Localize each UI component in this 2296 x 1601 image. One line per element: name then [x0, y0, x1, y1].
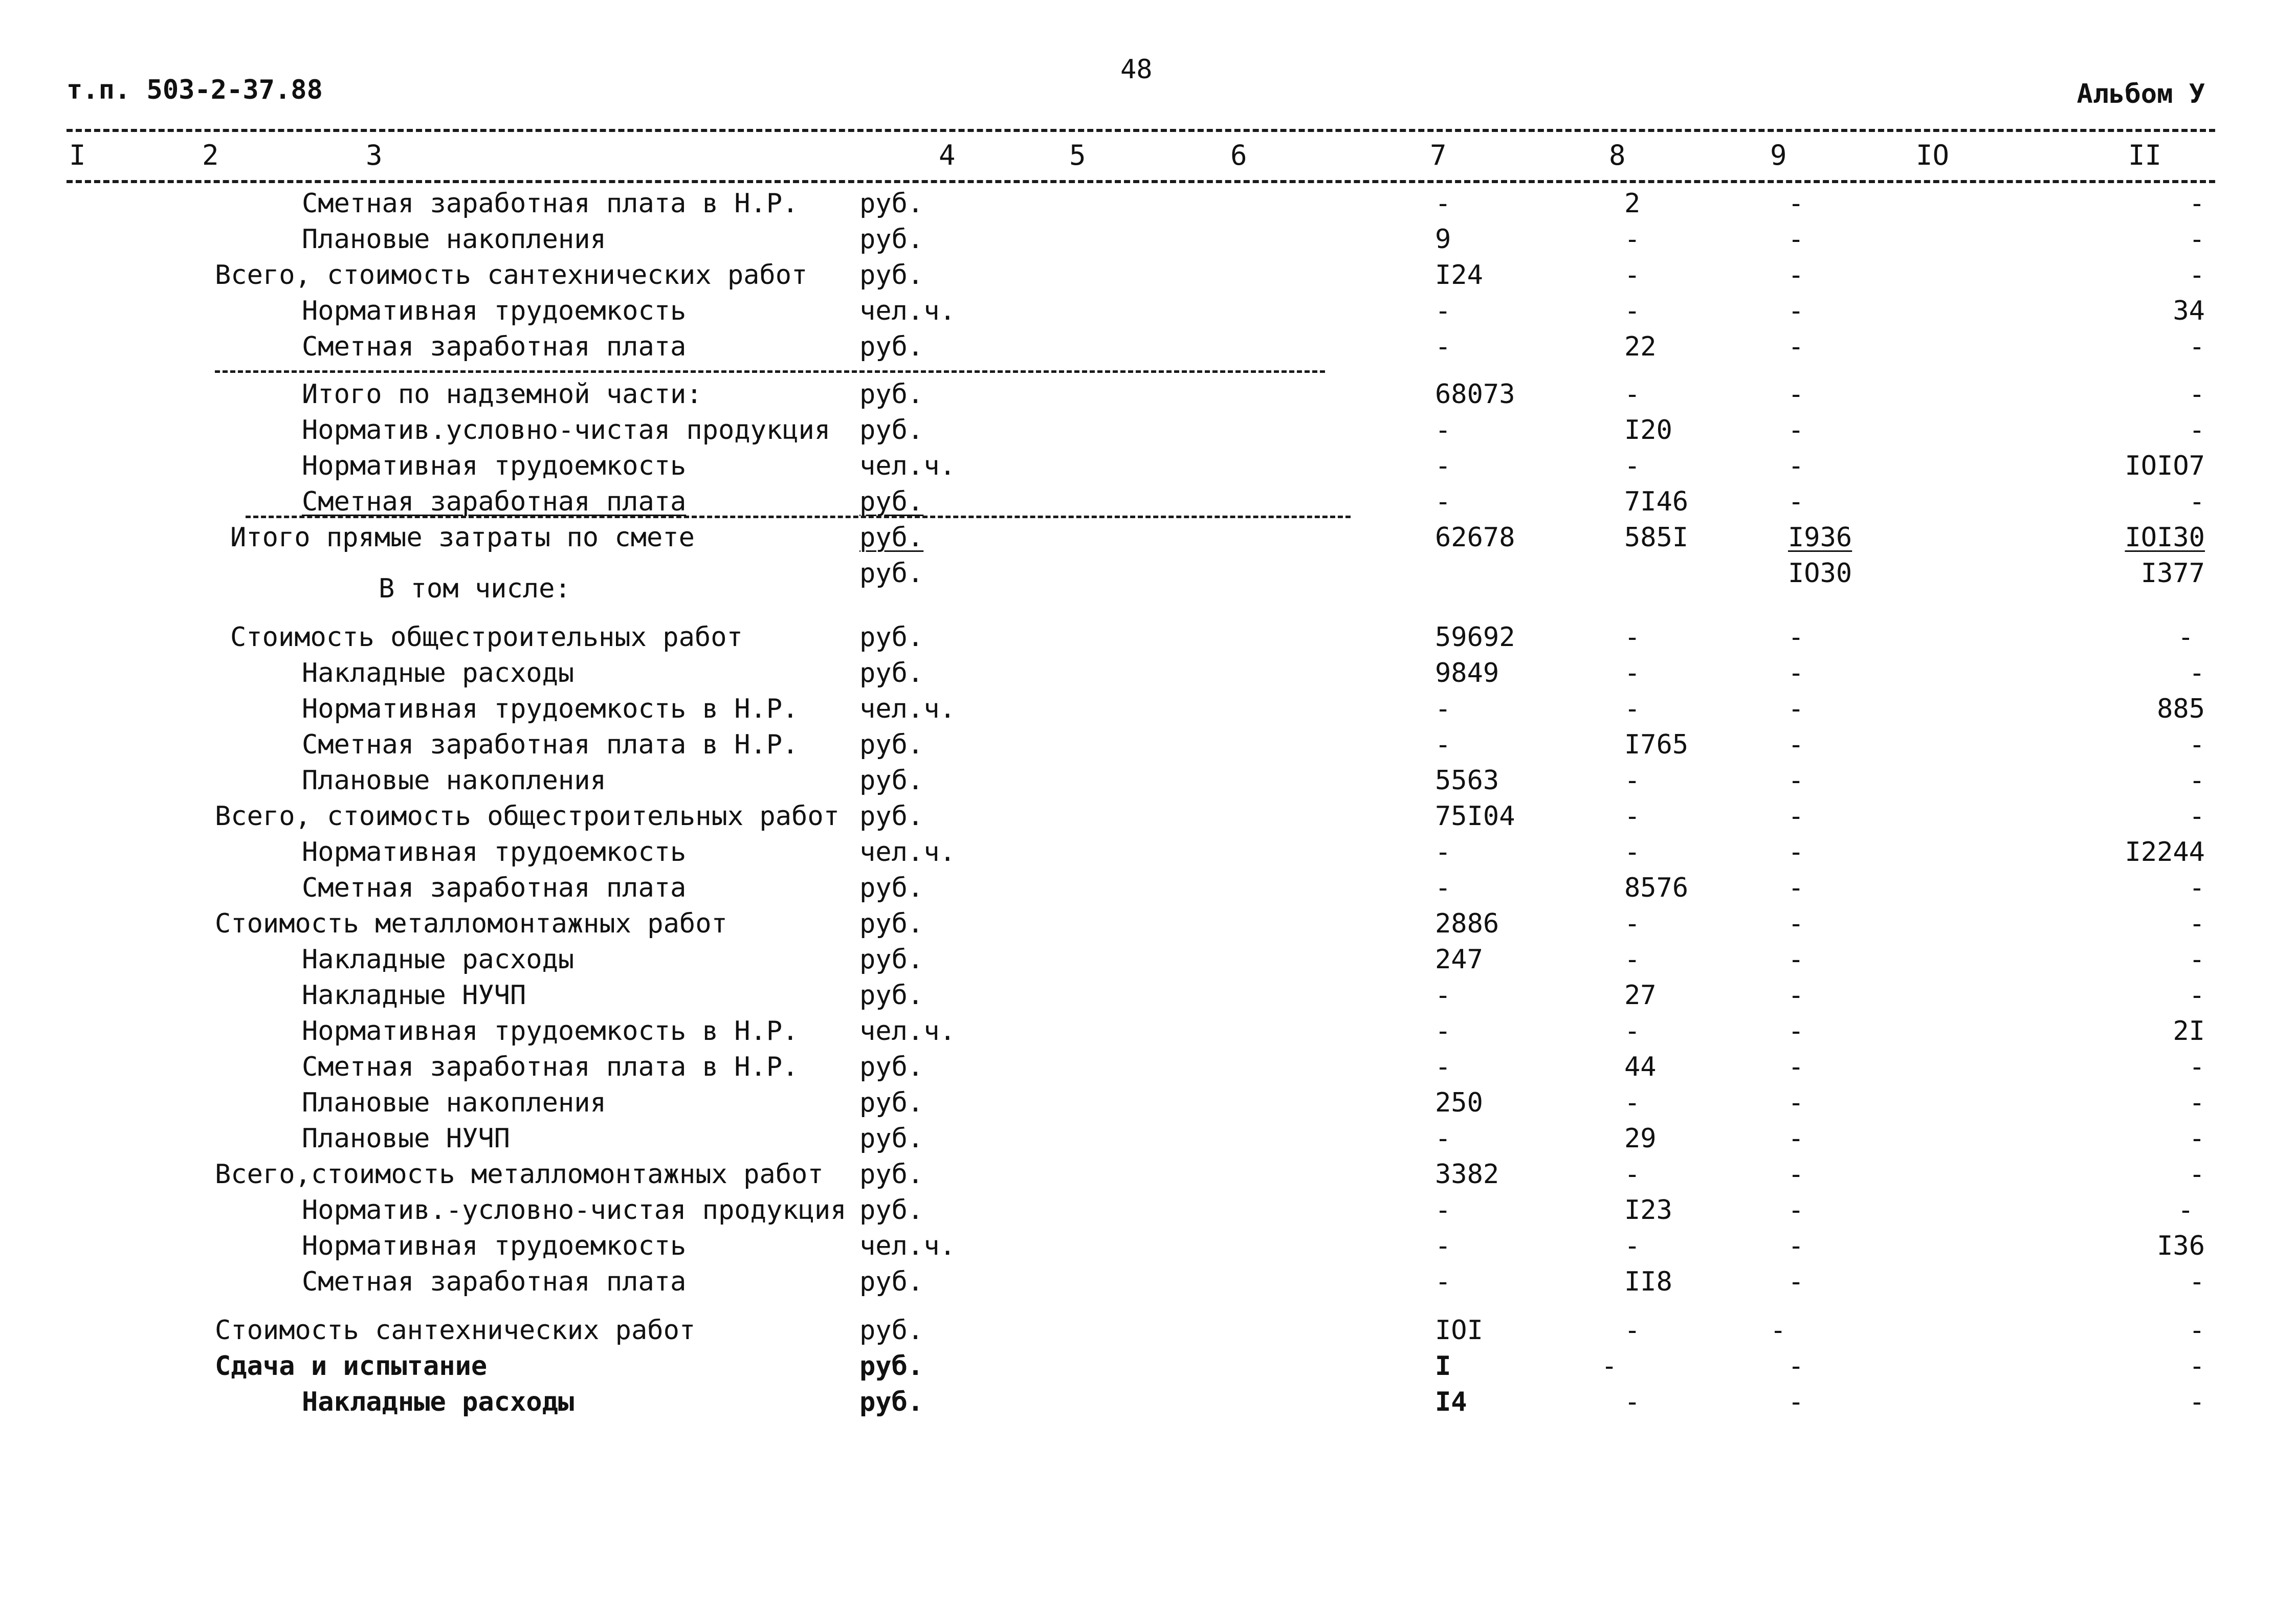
row-label: Всего, стоимость сантехнических работ — [215, 260, 808, 291]
cell-col9: - — [1788, 622, 1804, 653]
table-row — [0, 1089, 2296, 1125]
row-unit: руб. — [859, 801, 924, 832]
column-number: II — [2128, 139, 2162, 171]
row-label: Всего,стоимость металломонтажных работ — [215, 1159, 824, 1190]
row-label: В том числе: — [379, 573, 571, 604]
row-unit: чел.ч. — [859, 296, 956, 326]
page-number: 48 — [1120, 54, 1153, 85]
cell-col8: I23 — [1624, 1195, 1672, 1226]
column-number: 7 — [1430, 139, 1447, 171]
table-row — [0, 803, 2296, 839]
table-row — [0, 1266, 2296, 1304]
cell-col11: - — [2189, 801, 2205, 832]
cell-col11: I36 — [2157, 1231, 2205, 1261]
cell-col9: - — [1788, 1052, 1804, 1082]
cell-col8: - — [1624, 694, 1641, 724]
table-row — [0, 1353, 2296, 1389]
cell-col11: - — [2189, 188, 2205, 219]
cell-col8: 27 — [1624, 980, 1657, 1011]
cell-col7: - — [1435, 1231, 1451, 1261]
cell-col9: - — [1788, 837, 1804, 868]
cell-col8: - — [1624, 1231, 1641, 1261]
cell-col9: - — [1788, 908, 1804, 939]
cell-col8: 585I — [1624, 522, 1689, 553]
row-unit: руб. — [859, 558, 924, 589]
row-unit: чел.ч. — [859, 1231, 956, 1261]
table-row — [0, 875, 2296, 910]
cell-col9: - — [1788, 980, 1804, 1011]
table-row — [0, 560, 2296, 606]
cell-col7: 2886 — [1435, 908, 1499, 939]
row-label: Сметная заработная плата — [302, 1266, 687, 1297]
cell-col7: 68073 — [1435, 379, 1515, 410]
cell-col9: IO30 — [1788, 558, 1852, 589]
cell-col9: - — [1788, 658, 1804, 688]
row-label: Сметная заработная плата — [302, 486, 687, 517]
row-unit: руб. — [859, 729, 924, 760]
table-row — [0, 524, 2296, 560]
cell-col9: - — [1788, 379, 1804, 410]
cell-col7: - — [1435, 729, 1451, 760]
cell-col9: - — [1770, 1315, 1786, 1346]
cell-col8: I765 — [1624, 729, 1689, 760]
row-label: Сметная заработная плата в Н.Р. — [302, 188, 799, 219]
cell-col11: - — [2189, 1387, 2205, 1417]
row-label: Плановые накопления — [302, 224, 606, 255]
cell-col11: - — [2189, 1266, 2205, 1297]
table-row — [0, 910, 2296, 946]
row-label: Нормативная трудоемкость — [302, 837, 687, 868]
cell-col8: - — [1624, 658, 1641, 688]
cell-col8: 44 — [1624, 1052, 1657, 1082]
table-row — [0, 1161, 2296, 1197]
document-code: т.п. 503-2-37.88 — [67, 75, 323, 105]
row-unit: руб. — [859, 1123, 924, 1154]
cell-col11: - — [2189, 658, 2205, 688]
cell-col11: - — [2189, 1315, 2205, 1346]
cell-col7: 62678 — [1435, 522, 1515, 553]
cell-col9: - — [1788, 1195, 1804, 1226]
cell-col9: - — [1788, 188, 1804, 219]
cell-col8: 2 — [1624, 188, 1641, 219]
column-number: 5 — [1069, 139, 1086, 171]
row-label: Сметная заработная плата — [302, 873, 687, 903]
cell-col7: I4 — [1435, 1387, 1467, 1417]
table-row — [0, 624, 2296, 660]
table-row — [0, 1018, 2296, 1054]
row-unit: руб. — [859, 944, 924, 975]
cell-col9: - — [1788, 1159, 1804, 1190]
cell-col8: - — [1624, 296, 1641, 326]
cell-col11: - — [2189, 379, 2205, 410]
cell-col11: - — [2189, 873, 2205, 903]
row-unit: руб. — [859, 224, 924, 255]
table-row — [0, 333, 2296, 369]
cell-col8: 7I46 — [1624, 486, 1689, 517]
cell-col9: - — [1788, 801, 1804, 832]
cell-col7: - — [1435, 451, 1451, 481]
row-unit: руб. — [859, 522, 924, 553]
row-unit: руб. — [859, 908, 924, 939]
row-label: Итого прямые затраты по смете — [230, 522, 695, 553]
cell-col11: - — [2189, 908, 2205, 939]
table-row — [0, 488, 2296, 524]
cell-col7: - — [1435, 1195, 1451, 1226]
cell-col11: - — [2189, 224, 2205, 255]
cell-col8: - — [1624, 622, 1641, 653]
cell-col7: IOI — [1435, 1315, 1483, 1346]
table-row — [0, 696, 2296, 731]
cell-col9: - — [1788, 729, 1804, 760]
cell-col8: - — [1624, 1016, 1641, 1047]
row-label: Накладные расходы — [302, 1387, 575, 1417]
cell-col7: - — [1435, 694, 1451, 724]
row-unit: руб. — [859, 1087, 924, 1118]
cell-col9: - — [1788, 1351, 1804, 1382]
cell-col11: - — [2189, 980, 2205, 1011]
row-label: Сдача и испытание — [215, 1351, 488, 1382]
cell-col7: - — [1435, 1052, 1451, 1082]
table-row — [0, 1317, 2296, 1353]
cell-col7: I24 — [1435, 260, 1483, 291]
cell-col11: I377 — [2140, 558, 2205, 589]
cell-col8: - — [1624, 1387, 1641, 1417]
row-unit: руб. — [859, 1387, 924, 1417]
cell-col9: - — [1788, 765, 1804, 796]
row-label: Нормативная трудоемкость — [302, 1231, 687, 1261]
table-row — [0, 767, 2296, 803]
cell-col11: - — [2189, 415, 2205, 446]
row-label: Всего, стоимость общестроительных работ — [215, 801, 840, 832]
cell-col7: 247 — [1435, 944, 1483, 975]
album-label: Альбом У — [2077, 79, 2205, 109]
row-unit: руб. — [859, 622, 924, 653]
cell-col11: - — [2189, 944, 2205, 975]
table-row — [0, 226, 2296, 262]
cell-col11: - — [2189, 729, 2205, 760]
row-unit: руб. — [859, 1351, 924, 1382]
row-label: Нормативная трудоемкость в Н.Р. — [302, 1016, 799, 1047]
table-row — [0, 1054, 2296, 1089]
row-label: Накладные расходы — [302, 658, 575, 688]
cell-col11: - — [2189, 486, 2205, 517]
cell-col11: 2I — [2173, 1016, 2205, 1047]
cell-col8: - — [1624, 260, 1641, 291]
cell-col7: - — [1435, 331, 1451, 362]
cell-col9: - — [1788, 1231, 1804, 1261]
row-unit: чел.ч. — [859, 1016, 956, 1047]
row-label: Сметная заработная плата в Н.Р. — [302, 729, 799, 760]
cell-col11: - — [2189, 1159, 2205, 1190]
row-unit: чел.ч. — [859, 451, 956, 481]
cell-col7: 59692 — [1435, 622, 1515, 653]
row-label: Нормативная трудоемкость — [302, 451, 687, 481]
cell-col9: - — [1788, 944, 1804, 975]
row-label: Сметная заработная плата — [302, 331, 687, 362]
cell-col9: - — [1788, 873, 1804, 903]
cell-col11: - — [2189, 1123, 2205, 1154]
cell-col7: - — [1435, 1266, 1451, 1297]
cell-col8: - — [1624, 451, 1641, 481]
cell-col9: - — [1788, 486, 1804, 517]
cell-col7: 5563 — [1435, 765, 1499, 796]
row-unit: чел.ч. — [859, 694, 956, 724]
row-unit: руб. — [859, 1195, 924, 1226]
cell-col9: - — [1788, 1087, 1804, 1118]
table-row — [0, 660, 2296, 696]
column-number: 3 — [366, 139, 383, 171]
cell-col7: - — [1435, 486, 1451, 517]
cell-col7: - — [1435, 873, 1451, 903]
table-row — [0, 190, 2296, 226]
row-label: Норматив.условно-чистая продукция — [302, 415, 831, 446]
row-unit: руб. — [859, 1052, 924, 1082]
cell-col9: - — [1788, 224, 1804, 255]
row-label: Плановые НУЧП — [302, 1123, 510, 1154]
cell-col7: 75I04 — [1435, 801, 1515, 832]
cell-col7: - — [1435, 1016, 1451, 1047]
table-row — [0, 453, 2296, 488]
row-unit: руб. — [859, 1315, 924, 1346]
cell-col8: - — [1624, 1159, 1641, 1190]
cell-col8: - — [1624, 1315, 1641, 1346]
cell-col7: - — [1435, 980, 1451, 1011]
cell-col8: - — [1624, 944, 1641, 975]
cell-col9: - — [1788, 451, 1804, 481]
cell-col9: I936 — [1788, 522, 1852, 553]
cell-col7: - — [1435, 1123, 1451, 1154]
cell-col8: I20 — [1624, 415, 1672, 446]
cell-col11: I2244 — [2125, 837, 2205, 868]
cell-col7: - — [1435, 188, 1451, 219]
cell-col9: - — [1788, 415, 1804, 446]
cell-col11: - — [2189, 1052, 2205, 1082]
row-unit: руб. — [859, 1266, 924, 1297]
cell-col7: - — [1435, 415, 1451, 446]
table-row — [0, 1233, 2296, 1269]
row-unit: руб. — [859, 1159, 924, 1190]
row-label: Сметная заработная плата в Н.Р. — [302, 1052, 799, 1082]
cell-col7: 3382 — [1435, 1159, 1499, 1190]
cell-col7: 9 — [1435, 224, 1451, 255]
cell-col9: - — [1788, 1266, 1804, 1297]
table-row — [0, 381, 2296, 417]
cell-col7: 250 — [1435, 1087, 1483, 1118]
row-unit: руб. — [859, 188, 924, 219]
row-unit: руб. — [859, 980, 924, 1011]
row-label: Норматив.-условно-чистая продукция — [302, 1195, 847, 1226]
cell-col7: - — [1435, 837, 1451, 868]
cell-col11: - — [2189, 1351, 2205, 1382]
cell-col8: 22 — [1624, 331, 1657, 362]
row-unit: руб. — [859, 873, 924, 903]
cell-col11: 885 — [2157, 694, 2205, 724]
cell-col8: 8576 — [1624, 873, 1689, 903]
column-number: I — [69, 139, 86, 171]
cell-col7: - — [1435, 296, 1451, 326]
row-label: Стоимость металломонтажных работ — [215, 908, 727, 939]
row-unit: руб. — [859, 260, 924, 291]
table-row — [0, 1389, 2296, 1425]
table-row — [0, 1125, 2296, 1161]
cell-col9: - — [1788, 260, 1804, 291]
column-number: 6 — [1230, 139, 1247, 171]
row-label: Стоимость общестроительных работ — [230, 622, 743, 653]
table-row — [0, 946, 2296, 982]
cell-col9: - — [1788, 694, 1804, 724]
cell-col11: - — [2189, 1087, 2205, 1118]
cell-col11: - — [2189, 260, 2205, 291]
row-label: Плановые накопления — [302, 765, 606, 796]
row-unit: руб. — [859, 486, 924, 517]
cell-col8: - — [1624, 908, 1641, 939]
row-label: Плановые накопления — [302, 1087, 606, 1118]
cell-col11: - — [2189, 765, 2205, 796]
cell-col8: - — [1624, 801, 1641, 832]
cell-col8: - — [1624, 224, 1641, 255]
header-rule-top — [67, 129, 2215, 132]
cell-col9: - — [1788, 296, 1804, 326]
cell-col9: - — [1788, 1123, 1804, 1154]
cell-col9: - — [1788, 1016, 1804, 1047]
table-row — [0, 417, 2296, 453]
section-separator — [215, 370, 1325, 373]
cell-col11: - — [2189, 331, 2205, 362]
table-row — [0, 839, 2296, 875]
table-row — [0, 298, 2296, 333]
row-unit: чел.ч. — [859, 837, 956, 868]
cell-col11: - — [2177, 622, 2194, 653]
cell-col8: - — [1624, 765, 1641, 796]
cell-col8: - — [1624, 1087, 1641, 1118]
cell-col8: - — [1601, 1351, 1618, 1382]
table-row — [0, 982, 2296, 1018]
cell-col9: - — [1788, 331, 1804, 362]
column-number: 9 — [1770, 139, 1787, 171]
row-label: Накладные расходы — [302, 944, 575, 975]
cell-col9: - — [1788, 1387, 1804, 1417]
column-number: IO — [1916, 139, 1950, 171]
column-number: 4 — [939, 139, 956, 171]
cell-col8: - — [1624, 379, 1641, 410]
column-number: 2 — [202, 139, 219, 171]
row-label: Стоимость сантехнических работ — [215, 1315, 696, 1346]
cell-col8: - — [1624, 837, 1641, 868]
row-unit: руб. — [859, 331, 924, 362]
cell-col11: - — [2177, 1195, 2194, 1226]
row-unit: руб. — [859, 765, 924, 796]
table-row — [0, 731, 2296, 767]
table-row — [0, 262, 2296, 298]
header-rule-bottom — [67, 180, 2215, 183]
row-unit: руб. — [859, 379, 924, 410]
cell-col11: IOI30 — [2125, 522, 2205, 553]
row-label: Накладные НУЧП — [302, 980, 526, 1011]
table-row — [0, 1197, 2296, 1233]
row-label: Нормативная трудоемкость в Н.Р. — [302, 694, 799, 724]
cell-col11: 34 — [2173, 296, 2205, 326]
cell-col7: I — [1435, 1351, 1451, 1382]
column-number: 8 — [1609, 139, 1626, 171]
row-unit: руб. — [859, 658, 924, 688]
cell-col11: IOIO7 — [2125, 451, 2205, 481]
row-label: Нормативная трудоемкость — [302, 296, 687, 326]
cell-col7: 9849 — [1435, 658, 1499, 688]
cell-col8: 29 — [1624, 1123, 1657, 1154]
cell-col8: II8 — [1624, 1266, 1672, 1297]
row-unit: руб. — [859, 415, 924, 446]
row-label: Итого по надземной части: — [302, 379, 702, 410]
